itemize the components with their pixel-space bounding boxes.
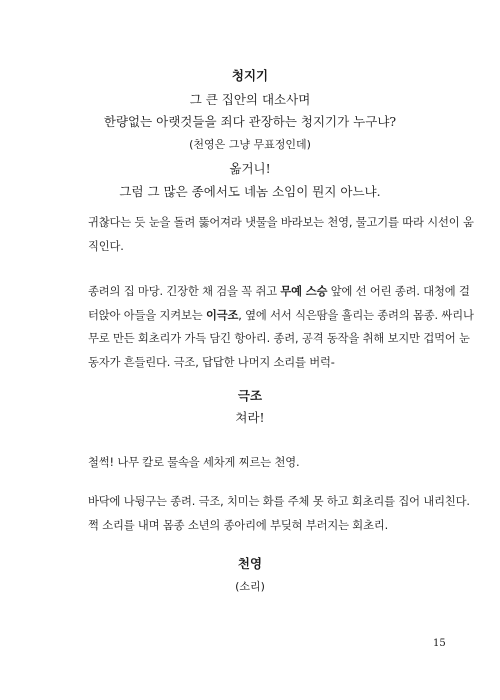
action-line: 동자가 흔들린다. 극조, 답답한 나머지 소리를 버럭- — [88, 355, 335, 369]
action-paragraph — [88, 490, 470, 537]
action-line: 쩍 소리를 내며 몸종 소년의 종아리에 부딪혀 부러지는 회초리. — [88, 518, 389, 532]
character-name-bold: 무예 스승 — [280, 285, 328, 298]
action-text: 앞에 선 어린 종려. 대청에 걸 — [327, 285, 470, 298]
dialogue-line: 한량없는 아랫것들을 죄다 관장하는 청지기가 누구냐? — [103, 114, 397, 129]
speaker-name-geukjo: 극조 — [237, 388, 263, 403]
character-name-bold: 이극조 — [205, 308, 239, 322]
action-text: , 옆에 서서 식은땀을 흘리는 종려의 몸종. 싸리나 — [238, 308, 474, 322]
speaker-name-cheongjigi: 청지기 — [231, 68, 269, 83]
action-line: 무로 만든 회초리가 가득 담긴 항아리. 종려, 공격 동작을 취해 보지만 겁먹어 눈 — [88, 332, 470, 345]
dialogue-line: 그럼 그 많은 종에서도 네놈 소임이 뭔지 아느냐. — [119, 184, 381, 199]
action-line: 귀찮다는 듯 눈을 돌려 뚫어져라 냇물을 바라보는 천영, 물고기를 따라 시선이 움 — [88, 216, 474, 229]
action-line — [88, 280, 470, 304]
speaker-name-cheonyeong: 천영 — [237, 556, 263, 571]
page-number: 15 — [433, 638, 446, 649]
action-text: 종려의 집 마당. 긴장한 채 검을 꼭 쥐고 — [88, 285, 281, 298]
stage-direction-paren: (천영은 그냥 무표정인데) — [189, 138, 311, 151]
dialogue-line: 옮거니! — [229, 161, 271, 176]
action-paragraph — [88, 280, 474, 374]
action-line: 철썩! 나무 칼로 물속을 세차게 찌르는 천영. — [88, 456, 300, 469]
action-line — [88, 304, 474, 328]
dialogue-line: 그 큰 집안의 대소사며 — [189, 92, 311, 107]
action-line: 바닥에 나뒹구는 종려. 극조, 치미는 화를 주체 못 하고 회초리를 집어 내리친다. — [88, 495, 470, 508]
action-paragraph — [88, 451, 428, 475]
dialogue-line: 쳐라! — [235, 410, 265, 425]
action-paragraph — [88, 211, 474, 258]
action-text: 터앉아 아들을 지켜보는 — [88, 308, 206, 322]
action-line: 직인다. — [88, 239, 124, 253]
stage-direction-paren: (소리) — [235, 580, 265, 593]
